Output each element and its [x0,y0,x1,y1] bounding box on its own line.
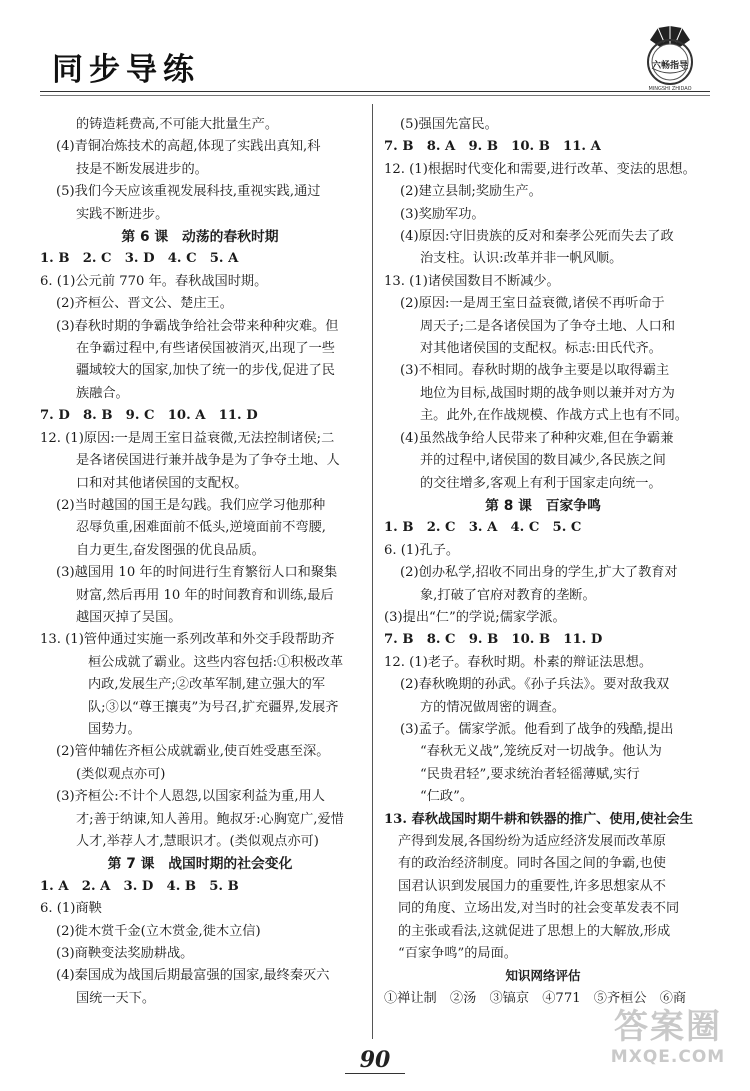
watermark-url: MXQE.COM [610,1047,726,1067]
text-line: (4)虽然战争给人民带来了种种灾难,但在争霸兼 [400,430,674,446]
text-line: (3)不相同。春秋时期的战争主要是以取得霸主 [400,363,670,379]
text-line: 12. (1)原因:一是周王室日益衰微,无法控制诸侯;二 [40,430,335,446]
text-line: 内政,发展生产;②改革军制,建立强大的军 [88,677,326,693]
text-line: (4)秦国成为战国后期最富强的国家,最终秦灭六 [56,968,330,984]
watermark-text: 答案圈 [614,1007,722,1047]
answer-line: 1. B 2. C 3. A 4. C 5. C [384,520,582,536]
logo-text: 六畅指导 [651,61,689,71]
header-rule [40,91,710,92]
text-line: 自力更生,奋发图强的优良品质。 [76,542,265,558]
text-line: 6. (1)商鞅 [40,901,102,917]
text-line: 的主张或看法,这就促进了思想上的大解放,形成 [398,923,671,939]
left-column [40,114,360,1010]
page-title: 同步导练 [52,52,200,88]
text-line: ①禅让制 ②汤 ③镐京 ④771 ⑤齐桓公 ⑥商 [384,990,687,1006]
answer-line: 7. B 8. A 9. B 10. B 11. A [384,139,601,155]
text-line: 越国灭掉了吴国。 [76,609,182,625]
text-line: 地位为目标,战国时期的战争则以兼并对方为 [420,385,675,401]
text-line: (2)春秋晚期的孙武。《孙子兵法》。要对敌我双 [400,677,670,693]
text-line: 治支柱。认识:改革并非一帆风顺。 [420,251,623,267]
text-line: 13. (1)管仲通过实施一系列改革和外交手段帮助齐 [40,632,335,648]
watermark-logo [598,1007,738,1087]
text-line: 13. 春秋战国时期牛耕和铁器的推广、使用,使社会生 [384,811,694,827]
lesson-heading: 第 6 课 动荡的春秋时期 [121,229,279,246]
text-line: 国君认识到发展国力的重要性,许多思想家从不 [398,878,666,894]
text-line: (3)孟子。儒家学派。他看到了战争的残酷,提出 [400,721,674,737]
text-line: 才;善于纳谏,知人善用。鲍叔牙:心胸宽广,爱惜 [76,811,344,827]
text-line: (2)当时越国的国王是勾践。我们应学习他那种 [56,497,326,513]
text-line: (4)原因:守旧贵族的反对和秦孝公死而失去了政 [400,229,674,245]
text-line: (2)徙木赏千金(立木赏金,徙木立信) [56,923,261,939]
text-line: 有的政治经济制度。同时各国之间的争霸,也使 [398,856,666,872]
answer-line: 7. D 8. B 9. C 10. A 11. D [40,408,258,424]
text-line: 口和对其他诸侯国的支配权。 [76,475,248,491]
text-line: 的铸造耗费高,不可能大批量生产。 [76,117,279,132]
text-line: 主。此外,在作战规模、作战方式上也有不同。 [420,408,688,424]
lesson-heading: 第 7 课 战国时期的社会变化 [107,856,293,873]
text-line: 队;③以“尊王攘夷”为号召,扩充疆界,发展齐 [88,699,339,715]
text-line: “民贵君轻”,要求统治者轻徭薄赋,实行 [420,766,640,782]
text-line: (5)强国先富民。 [400,117,498,132]
column-divider [372,104,373,1039]
text-line: 对其他诸侯国的支配权。标志:田氏代齐。 [420,341,662,357]
text-line: 周天子;二是各诸侯国为了争夺土地、人口和 [420,318,676,334]
text-line: 并的过程中,诸侯国的数目减少,各民族之间 [420,453,666,469]
text-line: (5)我们今天应该重视发展科技,重视实践,通过 [56,184,321,200]
text-line: 12. (1)根据时代变化和需要,进行改革、变法的思想。 [384,161,696,177]
text-line: (2)齐桓公、晋文公、楚庄王。 [56,296,233,312]
book-logo-icon [638,24,702,94]
text-line: 6. (1)孔子。 [384,542,460,558]
text-line: 技是不断发展进步的。 [76,161,208,177]
section-subheading: 知识网络评估 [505,968,581,984]
logo-subtext: MINGSHI ZHIDAO [648,86,692,92]
text-line: 实践不断进步。 [76,206,169,222]
text-line: (3)奖励军功。 [400,206,485,222]
text-line: 忍辱负重,困难面前不低头,逆境面前不弯腰, [76,520,326,536]
text-line: 12. (1)老子。春秋时期。朴素的辩证法思想。 [384,654,653,670]
text-line: (3)春秋时期的争霸战争给社会带来种种灾难。但 [56,318,339,334]
text-line: 产得到发展,各国纷纷为适应经济发展而改革原 [398,834,666,849]
text-line: “仁政”。 [420,789,474,805]
text-line: 国势力。 [88,721,141,737]
answer-line: 1. B 2. C 3. D 4. C 5. A [40,251,239,267]
text-line: (3)提出“仁”的学说;儒家学派。 [384,609,566,625]
text-line: (2)创办私学,招收不同出身的学生,扩大了教育对 [400,565,678,581]
page-number-rule [345,1073,405,1074]
text-line: 财富,然后再用 10 年的时间教育和训练,最后 [76,587,334,603]
header-rule-thin [40,95,710,96]
text-line: 在争霸过程中,有些诸侯国被消灭,出现了一些 [76,341,335,357]
text-line: “百家争鸣”的局面。 [398,946,517,962]
text-line: (3)齐桓公:不计个人恩怨,以国家利益为重,用人 [56,789,325,805]
text-line: 的交往增多,客观上有利于国家走向统一。 [420,475,662,491]
right-column [384,114,702,1010]
text-line: (4)青铜冶炼技术的高超,体现了实践出真知,科 [56,139,321,155]
text-line: (类似观点亦可) [76,766,166,782]
text-line: 人才,举荐人才,慧眼识才。(类似观点亦可) [76,834,319,849]
text-line: 族融合。 [76,385,129,401]
text-line: (3)商鞅变法奖励耕战。 [56,946,194,962]
page-number: 90 [359,1047,391,1073]
text-line: 同的角度、立场出发,对当时的社会变革发表不同 [398,901,680,917]
text-line: 13. (1)诸侯国数目不断减少。 [384,273,560,289]
text-line: 方的情况做周密的调查。 [420,699,566,715]
text-line: 象,打破了官府对教育的垄断。 [420,587,596,603]
lesson-heading: 第 8 课 百家争鸣 [485,497,601,514]
text-line: “春秋无义战”,笼统反对一切战争。他认为 [420,744,662,760]
answer-line: 7. B 8. C 9. B 10. B 11. D [384,632,603,648]
text-line: (2)管仲辅佐齐桓公成就霸业,使百姓受惠至深。 [56,744,330,760]
text-line: 是各诸侯国进行兼并战争是为了争夺土地、人 [76,453,340,469]
text-line: (3)越国用 10 年的时间进行生育繁衍人口和聚集 [56,565,338,581]
text-line: 6. (1)公元前 770 年。春秋战国时期。 [40,273,268,289]
text-line: (2)建立县制;奖励生产。 [400,184,542,200]
answer-line: 1. A 2. A 3. D 4. B 5. B [40,878,239,894]
text-line: 疆域较大的国家,加快了统一的步伐,促进了民 [76,363,335,379]
text-line: (2)原因:一是周王室日益衰微,诸侯不再听命于 [400,296,665,312]
text-line: 国统一天下。 [76,990,156,1006]
text-line: 桓公成就了霸业。这些内容包括:①积极改革 [88,654,344,670]
